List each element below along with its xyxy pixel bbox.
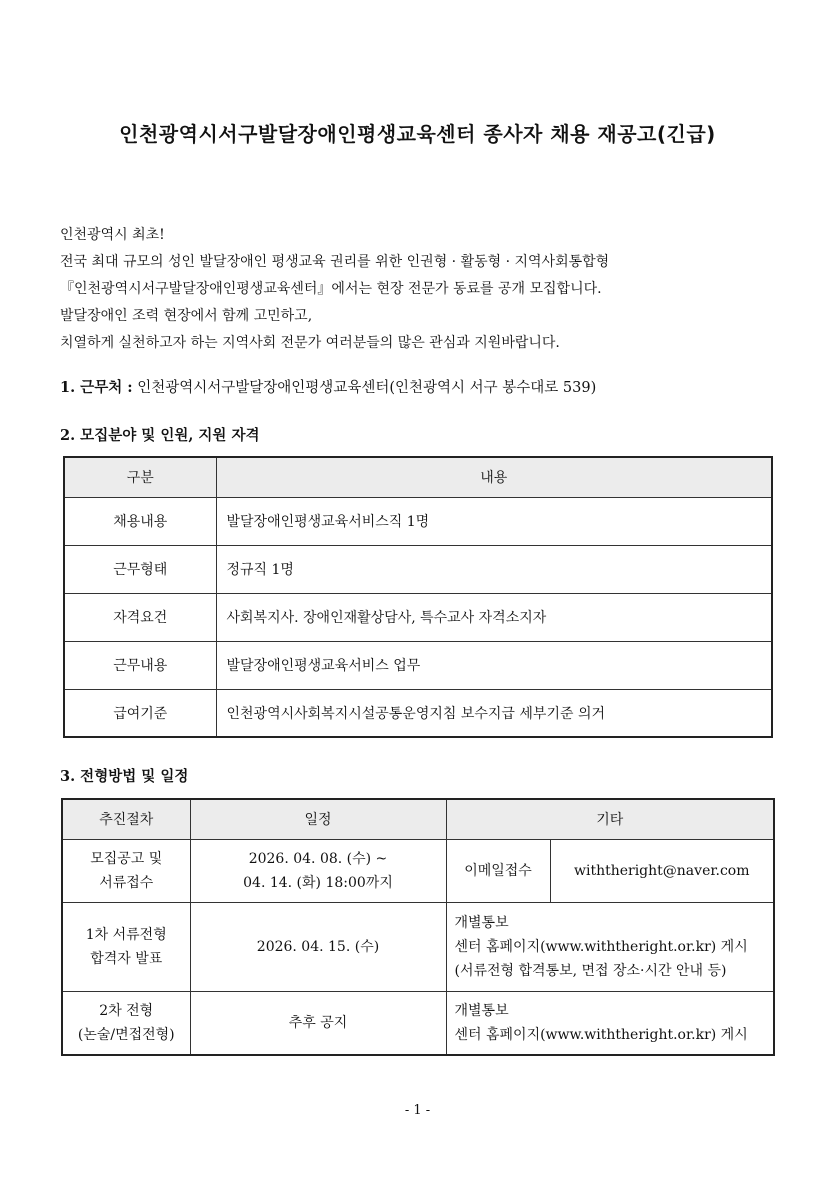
table-cell-key: 채용내용 — [64, 497, 216, 545]
table-cell-key: 근무형태 — [64, 545, 216, 593]
schedule-cell: 2026. 04. 15. (수) — [190, 902, 446, 991]
schedule-table — [61, 798, 775, 1056]
workplace-value: 인천광역시서구발달장애인평생교육센터(인천광역시 서구 봉수대로 539) — [137, 380, 597, 396]
schedule-line: 04. 14. (화) 18:00까지 — [243, 874, 393, 891]
table-header-cell: 구분 — [64, 457, 216, 497]
table-cell-value: 인천광역시사회복지시설공통운영지침 보수지급 세부기준 의거 — [216, 689, 772, 737]
etc-line: (서류전형 합격통보, 면접 장소·시간 안내 등) — [454, 962, 727, 979]
recruitment-table — [63, 456, 773, 738]
table-cell-value: 발달장애인평생교육서비스직 1명 — [216, 497, 772, 545]
section3-heading: 3. 전형방법 및 일정 — [60, 768, 189, 785]
step-line: (논술/면접전형) — [77, 1026, 175, 1043]
intro-line: 전국 최대 규모의 성인 발달장애인 평생교육 권리를 위한 인권형 · 활동형 · 지역사회통합형 — [60, 254, 610, 270]
step-line: 모집공고 및 — [90, 850, 163, 867]
schedule-line: 2026. 04. 08. (수) ~ — [248, 850, 388, 867]
step-cell — [62, 839, 190, 902]
etc-line: 개별통보 — [454, 914, 509, 931]
schedule-cell: 추후 공지 — [190, 991, 446, 1055]
step-line: 1차 서류전형 — [85, 926, 167, 943]
step-line: 서류접수 — [99, 874, 154, 891]
table-cell-key: 근무내용 — [64, 641, 216, 689]
workplace-label: 1. 근무처 : — [60, 379, 133, 396]
table-row — [64, 497, 772, 545]
page-number: - 1 - — [404, 1103, 431, 1118]
intro-paragraph — [60, 222, 780, 357]
intro-line: 발달장애인 조력 현장에서 함께 고민하고, — [60, 308, 313, 324]
table-row — [62, 991, 774, 1055]
section2-heading: 2. 모집분야 및 인원, 지원 자격 — [60, 427, 260, 444]
table-row — [64, 545, 772, 593]
step-cell — [62, 991, 190, 1055]
table-header-cell: 기타 — [446, 799, 774, 839]
email-label-cell: 이메일접수 — [446, 839, 550, 902]
intro-line: 치열하게 실천하고자 하는 지역사회 전문가 여러분들의 많은 관심과 지원바랍니다. — [60, 335, 560, 351]
table-cell-key: 급여기준 — [64, 689, 216, 737]
step-cell — [62, 902, 190, 991]
table-header-row — [64, 457, 772, 497]
intro-line: 『인천광역시서구발달장애인평생교육센터』에서는 현장 전문가 동료를 공개 모집합니다. — [60, 281, 602, 297]
table-cell-value: 사회복지사. 장애인재활상담사, 특수교사 자격소지자 — [216, 593, 772, 641]
etc-line: 센터 홈페이지(www.withtheright.or.kr) 게시 — [454, 938, 748, 955]
intro-line: 인천광역시 최초! — [60, 227, 165, 243]
table-row — [62, 839, 774, 902]
email-address: withtheright@naver.com — [550, 839, 774, 902]
table-header-cell: 추진절차 — [62, 799, 190, 839]
table-row — [64, 689, 772, 737]
table-cell-value: 발달장애인평생교육서비스 업무 — [216, 641, 772, 689]
step-line: 합격자 발표 — [90, 950, 163, 967]
etc-line: 개별통보 — [454, 1002, 509, 1019]
table-header-cell: 내용 — [216, 457, 772, 497]
table-row — [64, 593, 772, 641]
etc-cell — [446, 902, 774, 991]
table-cell-key: 자격요건 — [64, 593, 216, 641]
step-line: 2차 전형 — [99, 1002, 154, 1019]
table-cell-value: 정규직 1명 — [216, 545, 772, 593]
page-title: 인천광역시서구발달장애인평생교육센터 종사자 채용 재공고(긴급) — [119, 122, 716, 146]
etc-line: 센터 홈페이지(www.withtheright.or.kr) 게시 — [454, 1026, 748, 1043]
table-row — [64, 641, 772, 689]
etc-cell — [446, 991, 774, 1055]
table-row — [62, 902, 774, 991]
schedule-cell — [190, 839, 446, 902]
workplace-section — [60, 376, 596, 397]
table-header-cell: 일정 — [190, 799, 446, 839]
table-header-row — [62, 799, 774, 839]
